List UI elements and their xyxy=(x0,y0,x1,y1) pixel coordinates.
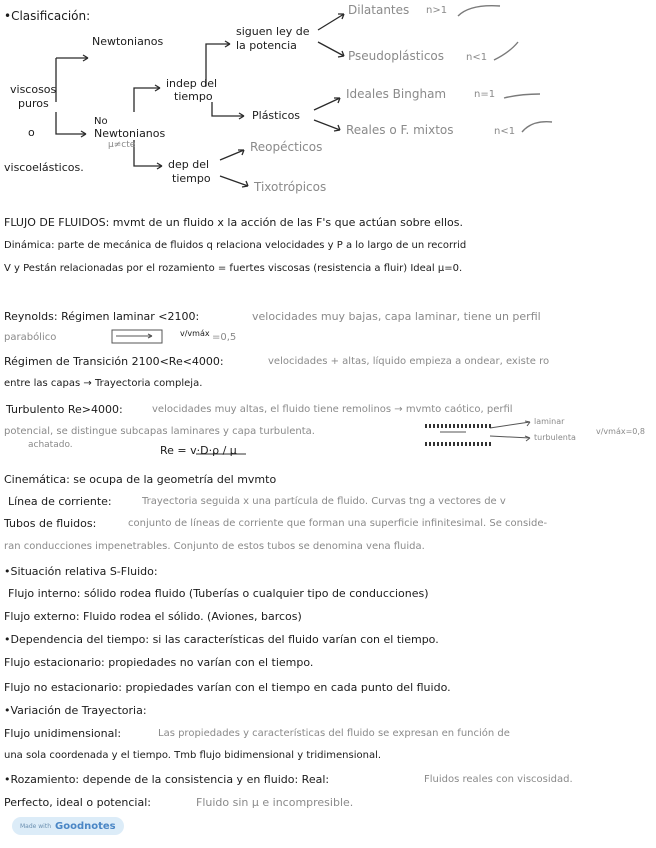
badge-brand: Goodnotes xyxy=(55,820,116,832)
note-variacion: •Variación de Trayectoria: xyxy=(4,704,147,717)
note-linea-label: Línea de corriente: xyxy=(8,495,112,508)
note-dependencia: •Dependencia del tiempo: si las características del fluido varían con el tiempo. xyxy=(4,633,439,646)
note-unidim-label: Flujo unidimensional: xyxy=(4,727,122,740)
label-no: No xyxy=(94,116,108,127)
note-perfecto-text: Fluido sin μ e incompresible. xyxy=(196,796,354,809)
label-ideales-bingham: Ideales Bingham xyxy=(346,87,447,101)
label-o: o xyxy=(28,126,35,139)
note-turbulento-line2: potencial, se distingue subcapas laminares y capa turbulenta. xyxy=(4,426,315,437)
note-reynolds-formula: Re = v·D·ρ / μ xyxy=(160,444,237,457)
label-dilatantes-n: n>1 xyxy=(426,5,448,16)
label-puros: puros xyxy=(18,97,49,110)
curve-ideales xyxy=(504,94,540,98)
label-reopecticos: Reopécticos xyxy=(250,140,323,154)
note-v-vmax: v/vmáx xyxy=(180,329,210,338)
turbulent-hatch-top xyxy=(425,424,491,428)
label-reales-n: n<1 xyxy=(494,126,516,137)
note-transicion-label: Régimen de Transición 2100<Re<4000: xyxy=(4,355,224,368)
note-reynolds-label: Reynolds: Régimen laminar <2100: xyxy=(4,310,200,323)
arrow-indep xyxy=(134,85,160,112)
label-siguen-2: la potencia xyxy=(236,39,297,52)
label-indep-1: indep del xyxy=(166,77,218,90)
note-tubos-text: conjunto de líneas de corriente que forman una superficie infinitesimal. Se conside- xyxy=(128,518,548,529)
arrow-ideales xyxy=(314,98,340,110)
label-mu-cte: μ≠cte xyxy=(108,140,136,150)
note-dinamica-line1: Dinámica: parte de mecánica de fluidos q relaciona velocidades y P a lo largo de un recorrid xyxy=(4,240,467,251)
note-achatado: achatado. xyxy=(28,440,73,450)
label-dilatantes: Dilatantes xyxy=(348,3,410,17)
note-parabolico: parabólico xyxy=(4,332,57,343)
note-unidim-line2: una sola coordenada y el tiempo. Tmb flujo bidimensional y tridimensional. xyxy=(4,750,382,761)
note-tubos-line2: ran conducciones impenetrables. Conjunto de estos tubos se denomina vena fluida. xyxy=(4,541,425,552)
arrow-dep xyxy=(134,140,162,169)
curve-dilatantes xyxy=(458,6,500,16)
note-no-estacionario: Flujo no estacionario: propiedades varían con el tiempo en cada punto del fluido. xyxy=(4,681,451,694)
arrow-dilatantes xyxy=(318,14,344,30)
curve-pseudo xyxy=(494,42,518,60)
label-ideales-n: n=1 xyxy=(474,89,496,100)
note-dinamica-line2: V y Pestán relacionadas por el rozamiento = fuertes viscosas (resistencia a fluir) Ideal μ=0. xyxy=(4,263,463,274)
label-tixotropicos: Tixotrópicos xyxy=(254,180,327,194)
classification-title: •Clasificación: xyxy=(4,9,91,23)
note-reynolds-text: velocidades muy bajas, capa laminar, tiene un perfil xyxy=(252,310,541,323)
note-transicion-text: velocidades + altas, líquido empieza a ondear, existe ro xyxy=(268,356,550,367)
label-dep-2: tiempo xyxy=(172,172,211,185)
goodnotes-badge[interactable] xyxy=(12,817,124,835)
label-pseudoplasticos: Pseudoplásticos xyxy=(348,49,445,63)
label-plasticos: Plásticos xyxy=(252,109,301,122)
note-rozamiento-text: Fluidos reales con viscosidad. xyxy=(424,774,573,785)
label-no-newtonianos: Newtonianos xyxy=(94,127,166,140)
arrow-newtonianos xyxy=(56,55,88,102)
label-viscosos: viscosos xyxy=(10,83,57,96)
note-v-vmax-val: =0,5 xyxy=(212,332,237,343)
note-perfecto-label: Perfecto, ideal o potencial: xyxy=(4,796,151,809)
note-flujo-interno: Flujo interno: sólido rodea fluido (Tuberías o cualquier tipo de conducciones) xyxy=(8,587,429,600)
arrow-plasticos xyxy=(212,102,244,119)
label-indep-2: tiempo xyxy=(174,90,213,103)
note-unidim-text: Las propiedades y características del fluido se expresan en función de xyxy=(158,728,510,739)
arrow-pseudo xyxy=(318,42,344,57)
label-siguen-1: siguen ley de xyxy=(236,25,310,38)
note-transicion-line2: entre las capas → Trayectoria compleja. xyxy=(4,378,203,389)
note-turbulent-ratio: v/vmáx=0,8 xyxy=(596,427,646,436)
note-flujo-de-fluidos: FLUJO DE FLUIDOS: mvmt de un fluido x la acción de las F's que actúan sobre ellos. xyxy=(4,216,463,229)
label-dep-1: dep del xyxy=(168,158,210,171)
curve-reales xyxy=(522,122,552,132)
label-reales: Reales o F. mixtos xyxy=(346,123,454,137)
arrow-reales xyxy=(314,120,340,131)
note-linea-text: Trayectoria seguida x una partícula de fluido. Curvas tng a vectores de v xyxy=(142,496,506,507)
note-laminar-label: laminar xyxy=(534,417,565,426)
label-pseudo-n: n<1 xyxy=(466,52,488,63)
arrow-no-newtonianos xyxy=(56,112,86,137)
note-rozamiento-label: •Rozamiento: depende de la consistencia y en fluido: Real: xyxy=(4,773,330,786)
turbulent-hatch-bottom xyxy=(425,442,491,446)
note-tubos-label: Tubos de fluidos: xyxy=(4,517,97,530)
label-viscoelasticos: viscoelásticos. xyxy=(4,161,84,174)
note-turbulento-text: velocidades muy altas, el fluido tiene remolinos → mvmto caótico, perfil xyxy=(152,404,513,415)
note-cinematica: Cinemática: se ocupa de la geometría del mvmto xyxy=(4,473,277,486)
arrow-reopecticos xyxy=(220,150,244,160)
label-newtonianos: Newtonianos xyxy=(92,35,164,48)
note-estacionario: Flujo estacionario: propiedades no varían con el tiempo. xyxy=(4,656,314,669)
badge-made-with: Made with xyxy=(20,822,51,830)
note-situacion: •Situación relativa S-Fluido: xyxy=(4,565,158,578)
note-turbulento-label: Turbulento Re>4000: xyxy=(6,403,123,416)
arrow-tixotropicos xyxy=(220,176,248,187)
note-flujo-externo: Flujo externo: Fluido rodea el sólido. (Aviones, barcos) xyxy=(4,610,302,623)
note-turbulenta-label: turbulenta xyxy=(534,433,576,442)
